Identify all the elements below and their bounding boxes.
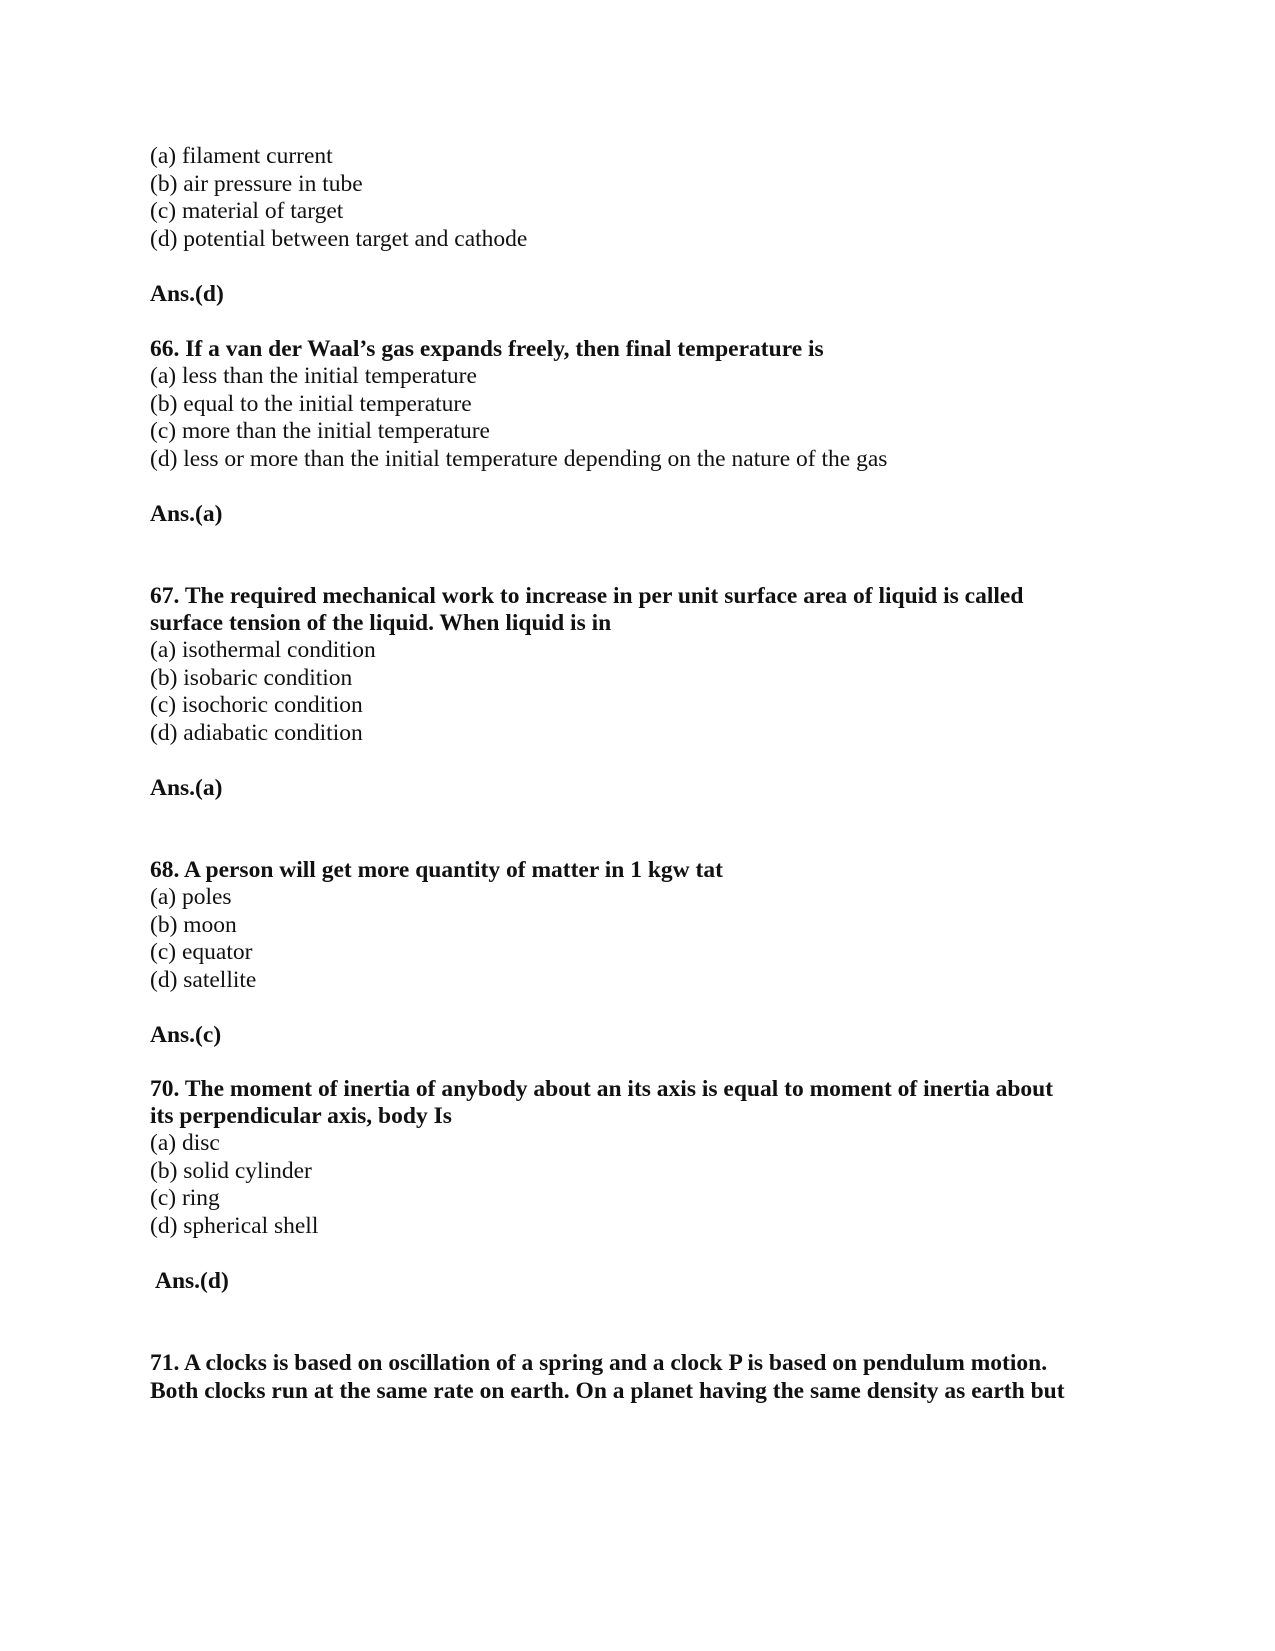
answer-line: Ans.(d) <box>150 281 224 307</box>
question-70-stem: 70. The moment of inertia of anybody about an its axis is equal to moment of inertia about <box>150 1076 1054 1102</box>
option-line: (a) filament current <box>150 143 333 169</box>
option-line: (b) solid cylinder <box>150 1158 312 1184</box>
option-line: (a) disc <box>150 1130 220 1156</box>
answer-line: Ans.(a) <box>150 501 223 527</box>
option-line: (d) adiabatic condition <box>150 720 363 746</box>
option-line: (c) isochoric condition <box>150 692 363 718</box>
option-line: (a) poles <box>150 884 232 910</box>
question-68-stem: 68. A person will get more quantity of matter in 1 kgw tat <box>150 857 723 883</box>
option-line: (c) more than the initial temperature <box>150 418 490 444</box>
option-line: (a) isothermal condition <box>150 637 376 663</box>
option-line: (b) air pressure in tube <box>150 171 363 197</box>
question-67-stem: surface tension of the liquid. When liquid is in <box>150 610 612 636</box>
answer-line: Ans.(d) <box>155 1268 229 1294</box>
option-line: (b) equal to the initial temperature <box>150 391 472 417</box>
answer-line: Ans.(c) <box>150 1022 222 1048</box>
option-line: (d) potential between target and cathode <box>150 226 528 252</box>
option-line: (b) isobaric condition <box>150 665 353 691</box>
option-line: (d) satellite <box>150 967 257 993</box>
option-line: (c) material of target <box>150 198 344 224</box>
question-70-stem: its perpendicular axis, body Is <box>150 1103 452 1129</box>
option-line: (d) spherical shell <box>150 1213 319 1239</box>
option-line: (a) less than the initial temperature <box>150 363 477 389</box>
option-line: (d) less or more than the initial temperature depending on the nature of the gas <box>150 446 888 472</box>
option-line: (c) ring <box>150 1185 220 1211</box>
option-line: (c) equator <box>150 939 253 965</box>
question-66-stem: 66. If a van der Waal’s gas expands freely, then final temperature is <box>150 336 824 362</box>
option-line: (b) moon <box>150 912 237 938</box>
question-71-stem: 71. A clocks is based on oscillation of a spring and a clock P is based on pendulum motion. <box>150 1350 1048 1376</box>
answer-line: Ans.(a) <box>150 775 223 801</box>
question-67-stem: 67. The required mechanical work to increase in per unit surface area of liquid is called <box>150 583 1024 609</box>
question-71-stem: Both clocks run at the same rate on earth. On a planet having the same density as earth but <box>150 1378 1065 1404</box>
